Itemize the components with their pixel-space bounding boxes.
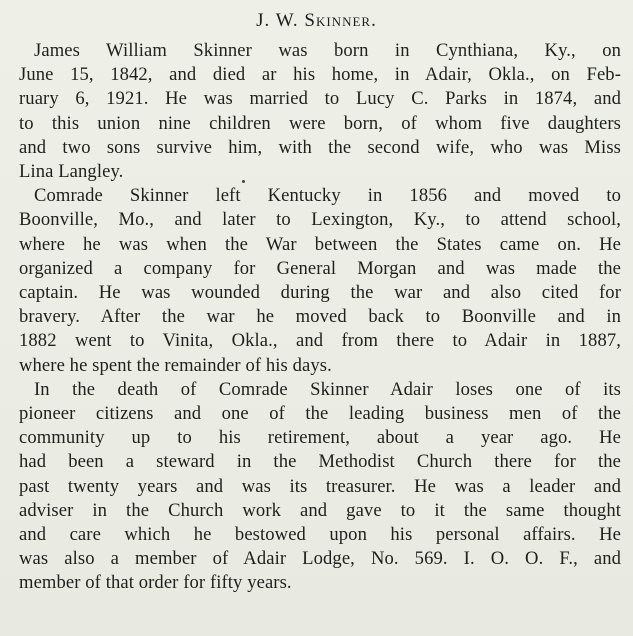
paragraph-line: Comrade Skinner left Kentucky in 1856 and moved to (34, 185, 621, 207)
paragraph-line: and care which he bestowed upon his personal affairs. He (19, 524, 621, 546)
article-body (19, 39, 621, 596)
article-title: J. W. Skinner. (256, 10, 377, 31)
paragraph-1 (19, 39, 621, 184)
paragraph-line: had been a steward in the Methodist Church there for the (19, 451, 621, 473)
paragraph-line: ruary 6, 1921. He was married to Lucy C. Parks in 1874, and (19, 88, 621, 110)
paragraph-line: Boonville, Mo., and later to Lexington, Ky., to attend school, (19, 209, 621, 231)
paragraph-line: 1882 went to Vinita, Okla., and from there to Adair in 1887, (19, 330, 621, 352)
paragraph-line: community up to his retirement, about a year ago. He (19, 427, 621, 449)
paragraph-line: was also a member of Adair Lodge, No. 569. I. O. O. F., and (19, 548, 621, 570)
paragraph-3 (19, 378, 621, 596)
paragraph-line: pioneer citizens and one of the leading business men of the (19, 403, 621, 425)
paragraph-line: where he was when the War between the States came on. He (19, 233, 621, 255)
paragraph-line: captain. He was wounded during the war and also cited for (19, 282, 621, 304)
ink-speck (242, 180, 245, 183)
paragraph-line: to this union nine children were born, of whom five daughters (19, 112, 621, 134)
paragraph-line: Lina Langley. (19, 161, 124, 183)
paragraph-line: bravery. After the war he moved back to Boonville and in (19, 306, 621, 328)
paragraph-line: past twenty years and was its treasurer. He was a leader and (19, 475, 621, 497)
paragraph-line: and two sons survive him, with the second wife, who was Miss (19, 136, 621, 158)
paragraph-line: adviser in the Church work and gave to it the same thought (19, 499, 621, 521)
paragraph-line: where he spent the remainder of his days. (19, 354, 332, 376)
paragraph-line: June 15, 1842, and died ar his home, in Adair, Okla., on Feb- (19, 64, 621, 86)
paragraph-line: member of that order for fifty years. (19, 572, 292, 594)
paragraph-line: In the death of Comrade Skinner Adair loses one of its (34, 378, 621, 400)
paragraph-line: James William Skinner was born in Cynthiana, Ky., on (34, 40, 621, 61)
paragraph-line: organized a company for General Morgan and was made the (19, 257, 621, 279)
paragraph-2 (19, 184, 621, 378)
